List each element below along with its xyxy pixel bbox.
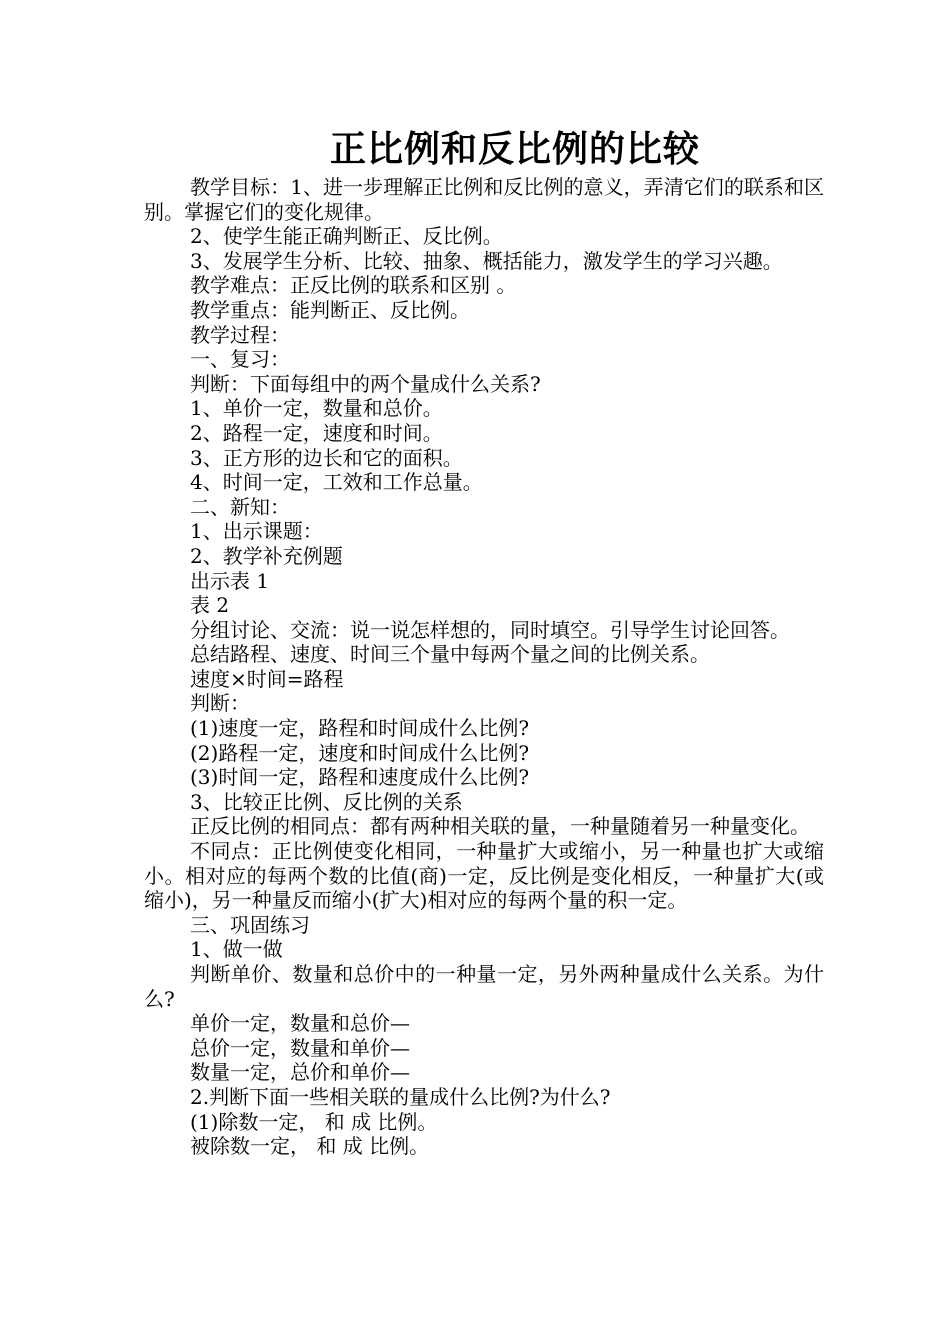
paragraph: 1、出示课题： — [190, 519, 323, 544]
document-body — [144, 175, 824, 1159]
paragraph: 一、复习： — [190, 347, 290, 372]
document-title: 正比例和反比例的比较 — [329, 129, 700, 170]
paragraph: 1、做一做 — [190, 937, 283, 962]
paragraph: 正反比例的相同点：都有两种相关联的量，一种量随着另一种量变化。 — [190, 814, 810, 839]
paragraph: 总结路程、速度、时间三个量中每两个量之间的比例关系。 — [190, 642, 710, 667]
paragraph: 被除数一定， 和 成 比例。 — [190, 1134, 430, 1159]
paragraph: 单价一定，数量和总价— — [190, 1011, 410, 1036]
paragraph: 速度×时间=路程 — [190, 666, 344, 691]
paragraph: 2、教学补充例题 — [190, 543, 343, 568]
paragraph: 三、巩固练习 — [190, 912, 310, 937]
paragraph: (3)时间一定，路程和速度成什么比例? — [190, 765, 530, 790]
paragraph: 2.判断下面一些相关联的量成什么比例?为什么? — [190, 1084, 611, 1109]
paragraph: 判断单价、数量和总价中的一种量一定，另外两种量成什么关系。为什么? — [144, 962, 824, 1011]
paragraph: 4、时间一定，工效和工作总量。 — [190, 470, 483, 495]
paragraph: 教学目标：1、进一步理解正比例和反比例的意义，弄清它们的联系和区别。掌握它们的变化规律。 — [144, 175, 824, 224]
paragraph: 3、发展学生分析、比较、抽象、概括能力，激发学生的学习兴趣。 — [190, 248, 783, 273]
paragraph: 数量一定，总价和单价— — [190, 1060, 410, 1085]
paragraph: 2、使学生能正确判断正、反比例。 — [190, 224, 503, 249]
paragraph: (1)速度一定，路程和时间成什么比例? — [190, 716, 530, 741]
paragraph: 判断： — [190, 691, 250, 716]
paragraph: 不同点：正比例使变化相同，一种量扩大或缩小，另一种量也扩大或缩小。相对应的每两个数的比值(商)一定，反比例是变化相反，一种量扩大(或缩小)，另一种量反而缩小(扩大)相对应的每两个量的积一定。 — [144, 839, 824, 913]
paragraph: 分组讨论、交流：说一说怎样想的，同时填空。引导学生讨论回答。 — [190, 617, 790, 642]
paragraph: 教学重点：能判断正、反比例。 — [190, 297, 470, 322]
paragraph: 判断：下面每组中的两个量成什么关系? — [190, 371, 541, 396]
paragraph: (1)除数一定， 和 成 比例。 — [190, 1109, 438, 1134]
paragraph: 二、新知： — [190, 494, 290, 519]
paragraph: 1、单价一定，数量和总价。 — [190, 396, 443, 421]
paragraph: (2)路程一定，速度和时间成什么比例? — [190, 740, 530, 765]
paragraph: 出示表 1 — [190, 568, 270, 593]
paragraph: 3、正方形的边长和它的面积。 — [190, 445, 463, 470]
paragraph: 教学难点：正反比例的联系和区别 。 — [190, 273, 517, 298]
paragraph: 表 2 — [190, 593, 230, 618]
paragraph: 教学过程： — [190, 322, 290, 347]
paragraph: 总价一定，数量和单价— — [190, 1035, 410, 1060]
paragraph: 3、比较正比例、反比例的关系 — [190, 789, 463, 814]
paragraph: 2、路程一定，速度和时间。 — [190, 420, 443, 445]
